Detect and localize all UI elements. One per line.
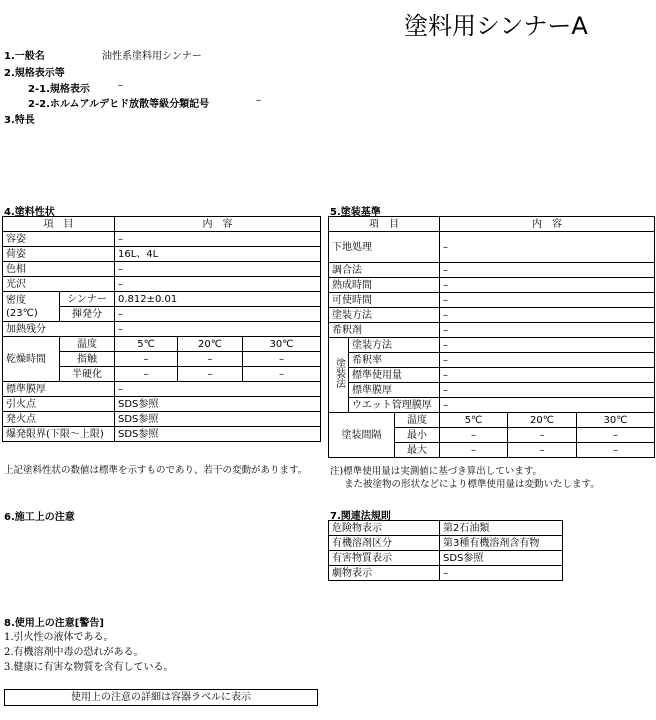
temp-30c: 30℃: [577, 413, 655, 428]
density-sub-volatile: 揮発分: [60, 307, 115, 322]
general-name-value: 油性系塗料用シンナー: [102, 51, 202, 62]
density-sub-thinner: シンナー: [60, 292, 115, 307]
row-value: –: [440, 308, 655, 323]
min-label: 最小: [395, 428, 440, 443]
cell-value: –: [440, 443, 508, 458]
header-item: 項 目: [3, 217, 115, 232]
section-6-label: 6.施工上の注意: [4, 512, 75, 523]
row-label: 加熱残分: [3, 322, 115, 337]
table-row: [3, 322, 321, 337]
cell-value: –: [577, 428, 655, 443]
table-row: [3, 277, 321, 292]
row-label: 有害物質表示: [329, 551, 440, 566]
row-value: 第3種有機溶剤含有物: [440, 536, 563, 551]
section-4-label: 4.塗料性状: [4, 207, 55, 218]
table-row: [3, 262, 321, 277]
formaldehyde-value: –: [256, 95, 261, 106]
page-title: 塗料用シンナーA: [404, 12, 588, 40]
table-row: [3, 397, 321, 412]
paint-properties-note: 上記塗料性状の数値は標準を示すものであり、若干の変動があります。: [4, 465, 308, 476]
table-header-row: [329, 217, 655, 232]
section-7-label: 7.関連法規則: [330, 511, 391, 522]
temp-5c: 5℃: [115, 337, 178, 352]
table-row: [329, 293, 655, 308]
header-content: 内 容: [115, 217, 321, 232]
table-row: [329, 232, 655, 263]
row-value: –: [440, 566, 563, 581]
spec-value: –: [118, 80, 123, 91]
temperature-label: 温度: [395, 413, 440, 428]
row-value: 第2石油類: [440, 521, 563, 536]
row-label: 爆発限界(下限～上限): [3, 427, 115, 442]
table-row: [3, 247, 321, 262]
table-row: [3, 232, 321, 247]
row-label: 塗装方法: [349, 338, 440, 353]
max-label: 最大: [395, 443, 440, 458]
header-content: 内 容: [440, 217, 655, 232]
spec-label: 2-1.規格表示: [28, 84, 90, 95]
row-value: SDS参照: [115, 427, 321, 442]
table-row: [329, 338, 655, 353]
semi-cure-label: 半硬化: [60, 367, 115, 382]
temp-5c: 5℃: [440, 413, 508, 428]
cell-value: –: [440, 428, 508, 443]
table-header-row: [3, 217, 321, 232]
table-row: [3, 292, 321, 307]
cell-value: –: [178, 367, 243, 382]
formaldehyde-label: 2-2.ホルムアルデヒド放散等級分類記号: [28, 99, 210, 110]
row-value: –: [115, 382, 321, 397]
row-label: 劇物表示: [329, 566, 440, 581]
cell-value: –: [115, 352, 178, 367]
table-row: [329, 308, 655, 323]
drying-time-label: 乾燥時間: [3, 337, 60, 382]
row-label: 標準膜厚: [3, 382, 115, 397]
warning-line-1: 1.引火性の液体である。: [4, 632, 114, 643]
density-thinner-value: 0.812±0.01: [115, 292, 321, 307]
surface-prep-label: 下地処理: [329, 232, 440, 263]
regulations-table: [328, 520, 563, 581]
row-value: –: [440, 278, 655, 293]
table-row: [329, 383, 655, 398]
table-row: [3, 337, 321, 352]
section-3-label: 3.特長: [4, 115, 35, 126]
row-label: 色相: [3, 262, 115, 277]
coating-interval-label: 塗装間隔: [329, 413, 395, 458]
table-row: [3, 412, 321, 427]
table-row: [3, 382, 321, 397]
section-5-label: 5.塗装基準: [330, 207, 381, 218]
surface-prep-value: –: [440, 232, 655, 263]
table-row: [329, 278, 655, 293]
row-label: 光沢: [3, 277, 115, 292]
temperature-label: 温度: [60, 337, 115, 352]
row-label: 引火点: [3, 397, 115, 412]
row-value: –: [440, 338, 655, 353]
warning-line-2: 2.有機溶剤中毒の恐れがある。: [4, 647, 144, 658]
row-label: 塗装方法: [329, 308, 440, 323]
paint-properties-table: [2, 216, 321, 442]
row-label: 発火点: [3, 412, 115, 427]
row-value: –: [440, 323, 655, 338]
table-row: [329, 566, 563, 581]
cell-value: –: [508, 443, 577, 458]
row-value: –: [115, 322, 321, 337]
row-label: 調合法: [329, 263, 440, 278]
row-value: –: [440, 293, 655, 308]
temp-30c: 30℃: [243, 337, 321, 352]
header-item: 項 目: [329, 217, 440, 232]
cell-value: –: [243, 352, 321, 367]
cell-value: –: [115, 367, 178, 382]
coating-note-1: 注)標準使用量は実測値に基づき算出しています。: [330, 466, 542, 477]
row-value: –: [440, 263, 655, 278]
table-row: [329, 323, 655, 338]
table-row: [3, 427, 321, 442]
label-notice-box: 使用上の注意の詳細は容器ラベルに表示: [4, 689, 318, 706]
table-row: [329, 353, 655, 368]
row-value: SDS参照: [115, 397, 321, 412]
coating-method-group-label: 塗装法: [329, 338, 349, 413]
temp-20c: 20℃: [508, 413, 577, 428]
table-row: [329, 263, 655, 278]
row-label: 可使時間: [329, 293, 440, 308]
touch-dry-label: 指触: [60, 352, 115, 367]
warning-line-3: 3.健康に有害な物質を含有している。: [4, 662, 174, 673]
table-row: [329, 368, 655, 383]
row-label: 危険物表示: [329, 521, 440, 536]
table-row: [329, 536, 563, 551]
section-2-label: 2.規格表示等: [4, 68, 65, 79]
cell-value: –: [243, 367, 321, 382]
density-volatile-value: –: [115, 307, 321, 322]
table-row: [329, 413, 655, 428]
row-label: 標準使用量: [349, 368, 440, 383]
table-row: [329, 398, 655, 413]
row-label: 有機溶剤区分: [329, 536, 440, 551]
cell-value: –: [178, 352, 243, 367]
coating-standard-table: [328, 216, 655, 458]
section-1-label: 1.一般名: [4, 51, 45, 62]
row-label: ウエット管理膜厚: [349, 398, 440, 413]
row-value: –: [440, 398, 655, 413]
density-label: 密度 (23℃): [3, 292, 60, 322]
coating-note-2: また被塗物の形状などにより標準使用量は変動いたします。: [344, 479, 600, 490]
row-value: –: [440, 368, 655, 383]
temp-20c: 20℃: [178, 337, 243, 352]
row-label: 希釈率: [349, 353, 440, 368]
row-value: –: [115, 277, 321, 292]
row-label: 標準膜厚: [349, 383, 440, 398]
cell-value: –: [577, 443, 655, 458]
row-value: 16L、4L: [115, 247, 321, 262]
row-value: SDS参照: [440, 551, 563, 566]
table-row: [329, 521, 563, 536]
section-8-label: 8.使用上の注意[警告]: [4, 618, 104, 629]
row-value: –: [115, 262, 321, 277]
row-label: 容姿: [3, 232, 115, 247]
row-value: –: [440, 353, 655, 368]
row-label: 熟成時間: [329, 278, 440, 293]
row-value: –: [440, 383, 655, 398]
row-label: 荷姿: [3, 247, 115, 262]
cell-value: –: [508, 428, 577, 443]
row-label: 希釈剤: [329, 323, 440, 338]
table-row: [329, 551, 563, 566]
row-value: –: [115, 232, 321, 247]
row-value: SDS参照: [115, 412, 321, 427]
